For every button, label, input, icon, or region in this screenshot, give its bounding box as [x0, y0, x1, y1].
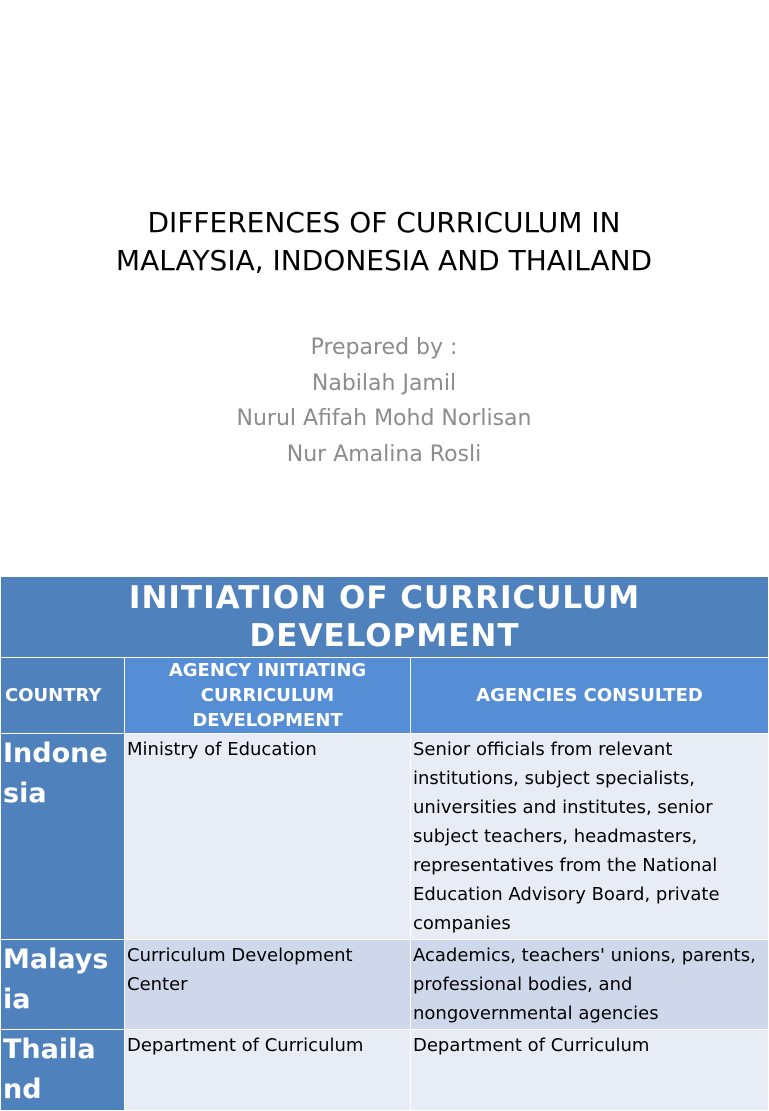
table-title [1, 577, 769, 658]
column-header-country: COUNTRY [1, 658, 125, 734]
consulted-cell: Department of Curriculum [411, 1030, 769, 1111]
table-row [1, 734, 769, 940]
agency-cell: Curriculum Development Center [125, 940, 411, 1030]
author-name: Nur Amalina Rosli [286, 441, 482, 467]
slide-title [0, 204, 768, 280]
table-row [1, 940, 769, 1030]
table-title-line1: INITIATION OF CURRICULUM [128, 580, 641, 616]
country-name-part: ia [3, 984, 31, 1015]
country-cell [1, 940, 125, 1030]
table-row [1, 1030, 769, 1111]
table-slide [0, 576, 768, 1105]
agency-cell: Department of Curriculum [125, 1030, 411, 1111]
agency-cell: Ministry of Education [125, 734, 411, 940]
slide-title-line1: DIFFERENCES OF CURRICULUM IN [147, 206, 621, 239]
slide-subtitle [0, 330, 768, 472]
column-header-agency-initiating: AGENCY INITIATING CURRICULUM DEVELOPMENT [125, 658, 411, 734]
country-name-part: nd [3, 1074, 42, 1105]
country-name-part: Indone [3, 738, 108, 769]
country-name-part: sia [3, 778, 47, 809]
consulted-cell: Senior officials from relevant institutions, subject specialists, universities and institutes, senior subject teachers, headmasters, representatives from the National Education Advisory Board, private companies [411, 734, 769, 940]
prepared-by-label: Prepared by : [310, 335, 458, 360]
column-header-agencies-consulted: AGENCIES CONSULTED [411, 658, 769, 734]
country-cell [1, 734, 125, 940]
country-name-part: Thaila [3, 1034, 96, 1065]
country-name-part: Malays [3, 944, 109, 975]
curriculum-table [0, 576, 769, 1111]
author-name: Nurul Afifah Mohd Norlisan [236, 406, 532, 431]
slide-title-line2: MALAYSIA, INDONESIA AND THAILAND [115, 244, 653, 277]
table-title-line2: DEVELOPMENT [249, 618, 520, 654]
consulted-cell: Academics, teachers' unions, parents, professional bodies, and nongovernmental agencies [411, 940, 769, 1030]
country-cell [1, 1030, 125, 1111]
author-name: Nabilah Jamil [311, 370, 457, 396]
